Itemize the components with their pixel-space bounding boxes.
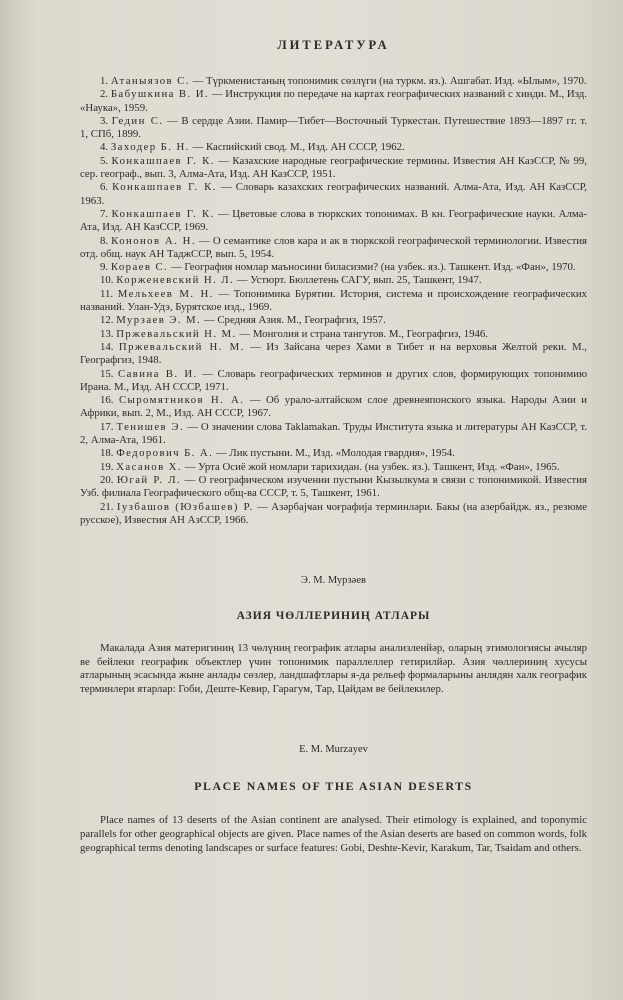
- reference-text: — В сердце Азии. Памир—Тибет—Восточный Туркестан. Путешествие 1893—1897 гг. т. 1, СПб, 1899.: [80, 114, 588, 141]
- article-title-local: АЗИЯ ЧӨЛЛЕРИНИҢ АТЛАРЫ: [236, 610, 431, 623]
- reference-author: Кононов А. Н.: [111, 234, 196, 247]
- reference-author: Заходер Б. Н.: [110, 141, 190, 154]
- reference-text: — Каспийский свод. М., Изд. АН СССР, 1962.: [192, 141, 405, 154]
- author-name-en: E. M. Murzayev: [299, 744, 368, 756]
- reference-item: [80, 181, 587, 208]
- reference-number: 10.: [100, 274, 114, 287]
- reference-author: Пржевальский Н. М.: [118, 340, 245, 353]
- reference-item: [80, 115, 587, 142]
- reference-number: 13.: [100, 327, 114, 340]
- reference-item: [80, 474, 587, 501]
- reference-item: [80, 461, 587, 474]
- reference-text: — О семантике слов кара и ак в тюркской географической терминологии. Известия отд. общ. наук АН ТаджССР, вып. 5, 1954.: [80, 234, 588, 260]
- abstract-local: Макалада Азия материгиниң 13 чөлүниң географик атлары анализленйәр, оларың этимологиясы ачыляр ве бейлеки географик объектлер үчин топонимик параллеллер гетирилйәр. Азия чөллериниң хусусы атларының эсасында жыне анлады сөзлер, ландшафтлары я-да рельеф формаларыны анлядян халк географик терминлери ятарлар: Гоби, Деште-Кевир, Гарагум, Тар, Цайдам ве бейлекилер.: [80, 642, 587, 695]
- reference-text: — Лик пустыни. М., Изд. «Молодая гвардия», 1954.: [215, 447, 455, 460]
- reference-item: [80, 208, 587, 235]
- reference-author: Хасанов Х.: [116, 460, 182, 473]
- reference-number: 11.: [100, 287, 114, 300]
- reference-author: Іузбашов (Юзбашев) Р.: [116, 500, 254, 513]
- reference-number: 4.: [100, 141, 109, 154]
- reference-number: 1.: [100, 75, 109, 87]
- article-title-en: PLACE NAMES OF THE ASIAN DESERTS: [194, 779, 473, 794]
- reference-item: [80, 341, 587, 368]
- reference-item: [80, 261, 587, 274]
- reference-text: — Устюрт. Бюллетень САГУ, вып. 25, Ташкент, 1947.: [236, 274, 482, 287]
- reference-author: Тенишев Э.: [116, 420, 185, 433]
- reference-number: 2.: [100, 88, 109, 101]
- reference-item: [80, 314, 587, 327]
- reference-number: 14.: [100, 340, 114, 353]
- reference-item: [80, 155, 587, 182]
- reference-text: — Из Зайсана через Хами в Тибет и на верховья Желтой реки. М., Географгиз, 1948.: [80, 340, 588, 367]
- reference-item: [80, 501, 587, 528]
- reference-text: — Топонимика Бурятии. История, система и происхождение географических названий. Улан-Удэ, Бурятское изд., 1969.: [80, 287, 587, 314]
- reference-author: Конкашпаев Г. К.: [111, 154, 215, 167]
- reference-text: — О значении слова Taklamakan. Труды Института языка и литературы АН КазССР, т. 2, Алма-Ата, 1961.: [80, 420, 587, 447]
- reference-number: 5.: [100, 154, 109, 167]
- reference-item: [80, 447, 587, 460]
- reference-number: 21.: [100, 500, 114, 513]
- reference-text: — Словарь казахских географических названий. Алма-Ата, Изд. АН КазССР, 1963.: [80, 181, 588, 207]
- reference-list: [80, 75, 587, 527]
- reference-text: — Түркменистаның топонимик сөзлүги (на туркм. яз.). Ашгабат. Изд. «Ылым», 1970.: [192, 75, 587, 87]
- reference-author: Атаныязов С.: [110, 75, 190, 87]
- reference-author: Бабушкина В. И.: [110, 88, 210, 101]
- reference-author: Пржевальский Н. М.: [116, 327, 237, 340]
- reference-number: 18.: [100, 447, 114, 460]
- reference-number: 7.: [100, 207, 109, 220]
- reference-text: — О географическом изучении пустыни Кызылкума в связи с топонимикой. Известия Узб. филиала Географического общ-ва СССР, т. 5, Ташкент, 1961.: [80, 473, 588, 500]
- reference-author: Федорович Б. А.: [116, 447, 214, 460]
- author-name: Э. М. Мурзәев: [301, 575, 366, 587]
- reference-item: [80, 328, 587, 341]
- reference-number: 12.: [100, 314, 114, 327]
- reference-item: [80, 75, 587, 88]
- reference-item: [80, 368, 587, 395]
- reference-author: Мурзаев Э. М.: [116, 314, 202, 327]
- reference-text: — Азәрбајҹан ҹоғрафија терминләри. Бакы (на азербайдж. яз., резюме русское), Известия АН АзССР, 1966.: [80, 500, 587, 526]
- reference-author: Корженевский Н. Л.: [116, 274, 235, 287]
- reference-item: [80, 88, 587, 115]
- reference-text: — Инструкция по передаче на картах географических названий с хинди. М., Изд. «Наука», 1959.: [80, 88, 587, 114]
- reference-number: 16.: [100, 394, 114, 407]
- reference-number: 3.: [100, 114, 109, 127]
- abstract-en: Place names of 13 deserts of the Asian continent are analysed. Their etimology is explained, and toponymic parallels for other geographical objects are given. Place names of the Asian deserts are based on common words, folk geographical terms denoting landscapes or surface features: Gobi, Deshte-Kevir, Karakum, Tar, Tsaidam and others.: [80, 814, 587, 854]
- reference-text: — Урта Осиё жой номлари тарихидан. (на узбек. яз.). Ташкент, Изд. «Фан», 1965.: [184, 460, 560, 473]
- reference-item: [80, 235, 587, 262]
- reference-author: Савина В. И.: [118, 367, 198, 380]
- reference-number: 19.: [100, 460, 114, 473]
- reference-item: [80, 274, 587, 287]
- reference-item: [80, 288, 587, 315]
- reference-text: — Казахские народные географические термины. Известия АН КазССР, № 99, сер. географ., вып. 3, Алма-Ата, Изд. АН КазССР, 1951.: [80, 154, 587, 181]
- reference-text: — Средняя Азия. М., Географгиз, 1957.: [203, 314, 386, 327]
- reference-number: 20.: [100, 473, 114, 486]
- reference-number: 17.: [100, 420, 114, 433]
- reference-item: [80, 421, 587, 448]
- reference-author: Конкашпаев Г. К.: [112, 181, 217, 194]
- reference-text: — Монголия и страна тангутов. М., Географгиз, 1946.: [239, 327, 488, 340]
- reference-author: Гедин С.: [111, 114, 164, 127]
- reference-item: [80, 141, 587, 154]
- reference-number: 6.: [100, 181, 109, 194]
- reference-author: Мельхеев М. Н.: [117, 287, 214, 300]
- reference-item: [80, 394, 587, 421]
- reference-number: 9.: [100, 261, 109, 274]
- reference-text: — География номлар маъносини биласизми? (на узбек. яз.). Ташкент. Изд. «Фан», 1970.: [170, 261, 576, 274]
- reference-author: Конкашпаев Г. К.: [111, 207, 215, 220]
- reference-author: Югай Р. Л.: [116, 473, 182, 486]
- reference-number: 15.: [100, 367, 114, 380]
- literature-heading: ЛИТЕРАТУРА: [277, 38, 390, 52]
- reference-text: — Об урало-алтайском слое древнеяпонского языка. Народы Азии и Африки, вып. 2, М., Изд. АН СССР, 1967.: [80, 394, 588, 420]
- reference-author: Кораев С.: [110, 261, 169, 274]
- reference-author: Сыромятников Н. А.: [118, 394, 245, 407]
- reference-number: 8.: [100, 234, 109, 247]
- reference-text: — Цветовые слова в тюркских топонимах. В кн. Географические науки. Алма-Ата, Изд. АН КазССР, 1969.: [80, 207, 587, 234]
- reference-text: — Словарь географических терминов и других слов, формирующих топонимию Ирана. М., Изд. АН СССР, 1971.: [80, 367, 588, 393]
